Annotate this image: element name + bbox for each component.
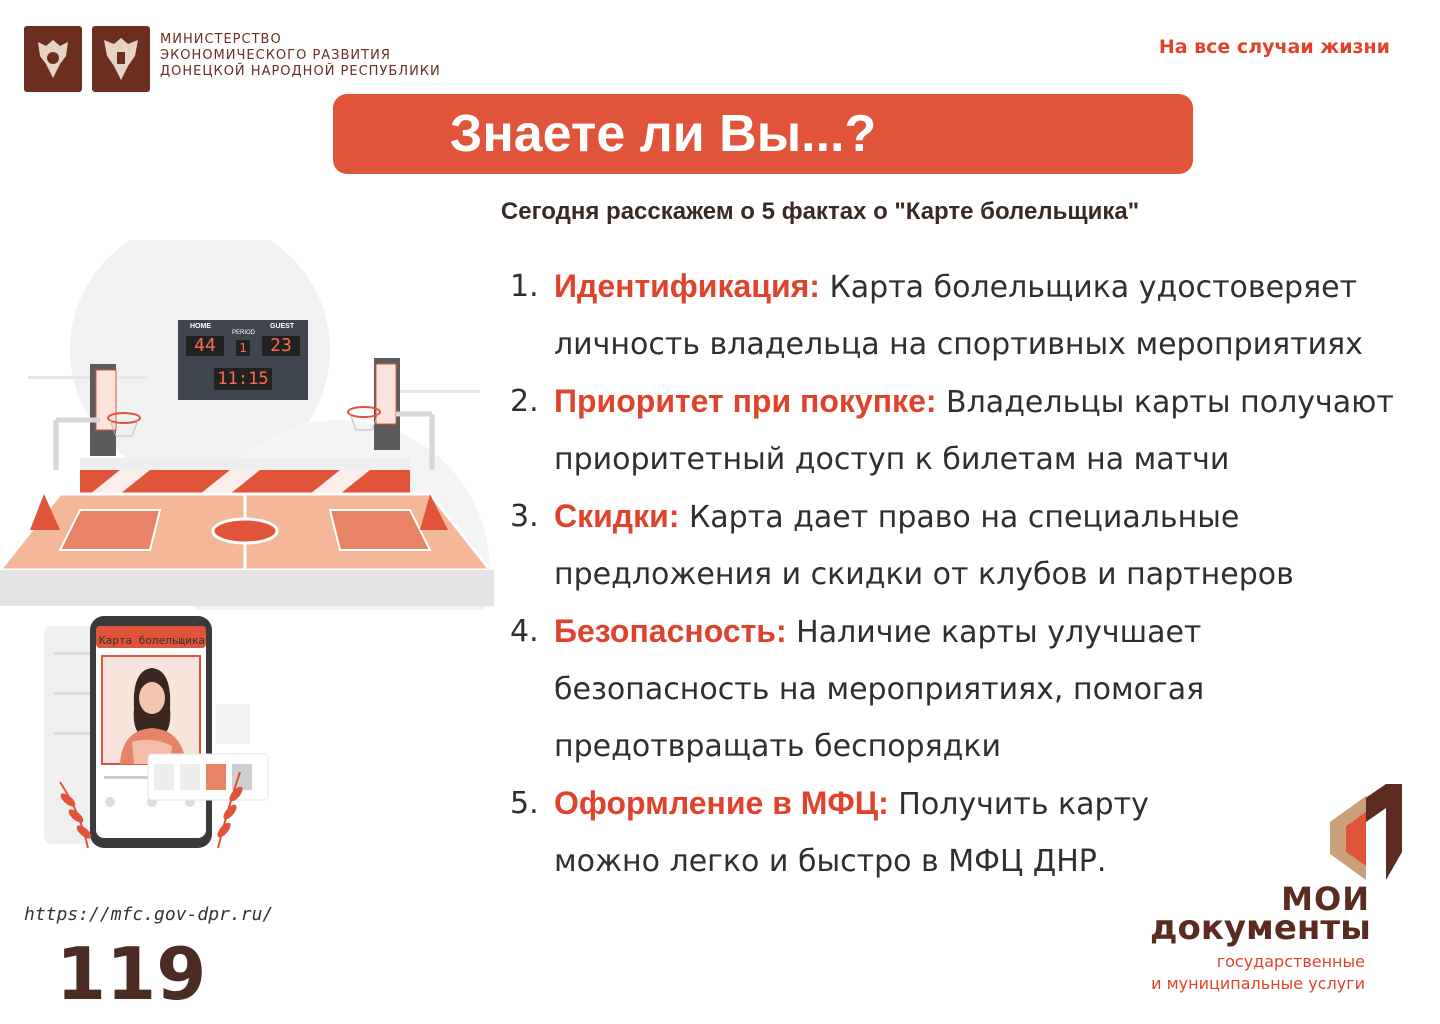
fact-number: 1. [510,269,539,304]
fact-text: Получить карту можно легко и быстро в МФЦ ДНР. [554,787,1149,879]
scoreboard-guest-label: GUEST [270,323,295,330]
fact-item [510,373,1410,488]
fact-text: Карта болельщика удостоверяет личность владельца на спортивных мероприятиях [554,270,1363,362]
subtitle: Сегодня расскажем о 5 фактах о "Карте болельщика" [500,198,1140,225]
scoreboard-period: 1 [236,340,250,356]
basketball-court-illustration [0,240,500,610]
fact-item [510,603,1410,775]
fact-item [510,488,1410,603]
fact-title: Приоритет при покупке: [554,383,937,419]
website-link[interactable]: https://mfc.gov-dpr.ru/ [24,904,274,925]
logo-text-line2: документы [1150,908,1371,948]
scoreboard-guest-score: 23 [262,336,300,356]
logo-subtitle [1080,951,1365,995]
fact-number: 4. [510,614,539,649]
fact-text: Владельцы карты получают приоритетный доступ к билетам на матчи [554,385,1394,477]
slogan: На все случаи жизни [1158,36,1390,58]
fact-number: 3. [510,499,539,534]
fact-title: Скидки: [554,498,680,534]
scoreboard-home-score: 44 [186,336,224,356]
fact-item [510,775,1410,890]
mfc-logo-icon [1326,782,1406,882]
facts-list [510,258,1410,890]
ministry-line: МИНИСТЕРСТВО [160,32,282,47]
scoreboard-period-label: PERIOD [232,330,256,336]
ministry-line: ЭКОНОМИЧЕСКОГО РАЗВИТИЯ [160,48,391,63]
fact-text: Карта дает право на специальные предложения и скидки от клубов и партнеров [554,500,1294,592]
scoreboard [178,320,308,400]
hotline-number: 119 [56,932,207,1016]
logo-text-line1: МОИ [1281,880,1370,918]
phone-illustration [40,612,280,852]
logo-subtitle-line: государственные [1216,952,1365,971]
russia-emblem-icon [24,26,82,92]
banner-title: Знаете ли Вы...? [449,105,877,163]
logo-subtitle-line: и муниципальные услуги [1151,974,1365,993]
scoreboard-home-label: HOME [190,323,211,330]
fact-title: Безопасность: [554,613,787,649]
fact-number: 5. [510,786,539,821]
scoreboard-time: 11:15 [214,368,272,390]
fact-title: Оформление в МФЦ: [554,785,889,821]
dpr-emblem-icon [92,26,150,92]
fact-title: Идентификация: [554,268,820,304]
fact-text: Наличие карты улучшает безопасность на мероприятиях, помогая предотвращать беспорядки [554,615,1205,764]
fact-item [510,258,1410,373]
ministry-name [160,32,480,80]
ministry-line: ДОНЕЦКОЙ НАРОДНОЙ РЕСПУБЛИКИ [160,64,441,79]
phone-card-label: Карта болельщика [99,634,205,647]
fact-number: 2. [510,384,539,419]
